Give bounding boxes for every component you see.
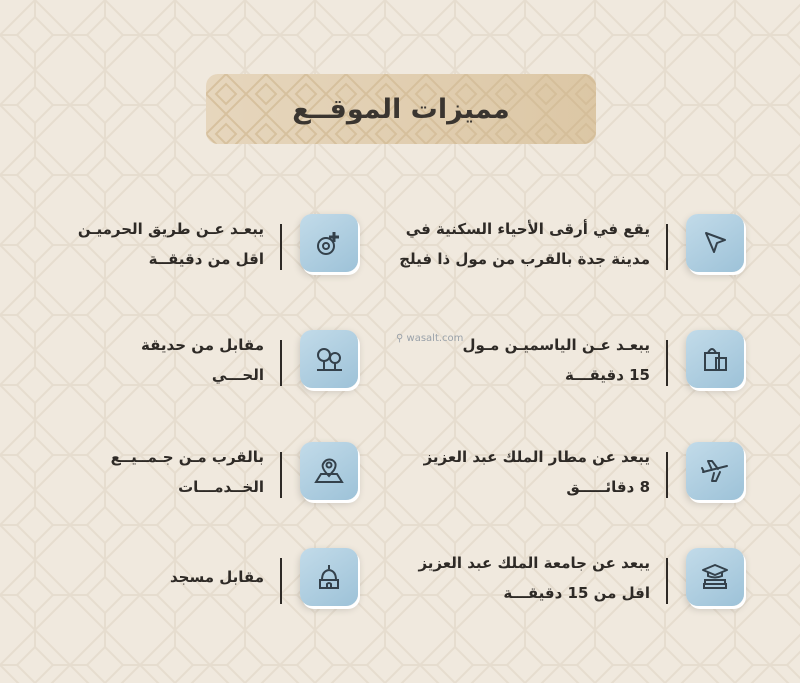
feature-line-1: بالقرب مـن جـمــيــع xyxy=(110,448,264,466)
feature-mosque xyxy=(0,548,358,638)
divider xyxy=(280,340,282,386)
feature-line-2: مدينة جدة بالقرب من مول ذا فيلج xyxy=(399,250,650,268)
feature-line-1: يبعـد عـن طريق الحرميـن xyxy=(77,220,264,238)
divider xyxy=(666,340,668,386)
park-trees-icon xyxy=(300,330,358,388)
mosque-icon xyxy=(300,548,358,606)
feature-line-1: يقع في أرقى الأحياء السكنية في xyxy=(405,220,650,238)
road-icon xyxy=(300,214,358,272)
feature-line-1: يبعـد عـن الياسميـن مـول xyxy=(462,336,650,354)
divider xyxy=(280,452,282,498)
map-pin-icon xyxy=(300,442,358,500)
graduation-cap-books-icon xyxy=(686,548,744,606)
feature-line-2: الحـــي xyxy=(211,366,264,384)
divider xyxy=(666,558,668,604)
divider xyxy=(666,452,668,498)
feature-line-1: مقابل مسجد xyxy=(170,568,264,586)
feature-line-2: الخــدمـــات xyxy=(178,478,264,496)
feature-haramain-road xyxy=(0,214,358,304)
feature-university xyxy=(384,548,744,638)
feature-line-2: 8 دقائـــــق xyxy=(566,478,650,496)
title-banner xyxy=(206,74,596,144)
feature-line-1: يبعد عن جامعة الملك عبد العزيز xyxy=(418,554,650,572)
divider xyxy=(666,224,668,270)
feature-airport xyxy=(384,442,744,532)
feature-yasmin-mall xyxy=(384,330,744,420)
navigation-arrow-icon xyxy=(686,214,744,272)
divider xyxy=(280,224,282,270)
airplane-icon xyxy=(686,442,744,500)
page-title: مميزات الموقــع xyxy=(292,93,510,125)
feature-park xyxy=(0,330,358,420)
feature-services xyxy=(0,442,358,532)
feature-line-2: 15 دقيقـــة xyxy=(564,366,650,384)
divider xyxy=(280,558,282,604)
watermark: ⚲ wasalt.com xyxy=(396,333,464,344)
shopping-bag-icon xyxy=(686,330,744,388)
feature-line-2: اقل من دقيقــة xyxy=(148,250,264,268)
feature-line-1: يبعد عن مطار الملك عبد العزيز xyxy=(423,448,650,466)
feature-line-2: اقل من 15 دقيقـــة xyxy=(503,584,650,602)
feature-location xyxy=(384,214,744,304)
feature-line-1: مقابل من حديقة xyxy=(141,336,264,354)
